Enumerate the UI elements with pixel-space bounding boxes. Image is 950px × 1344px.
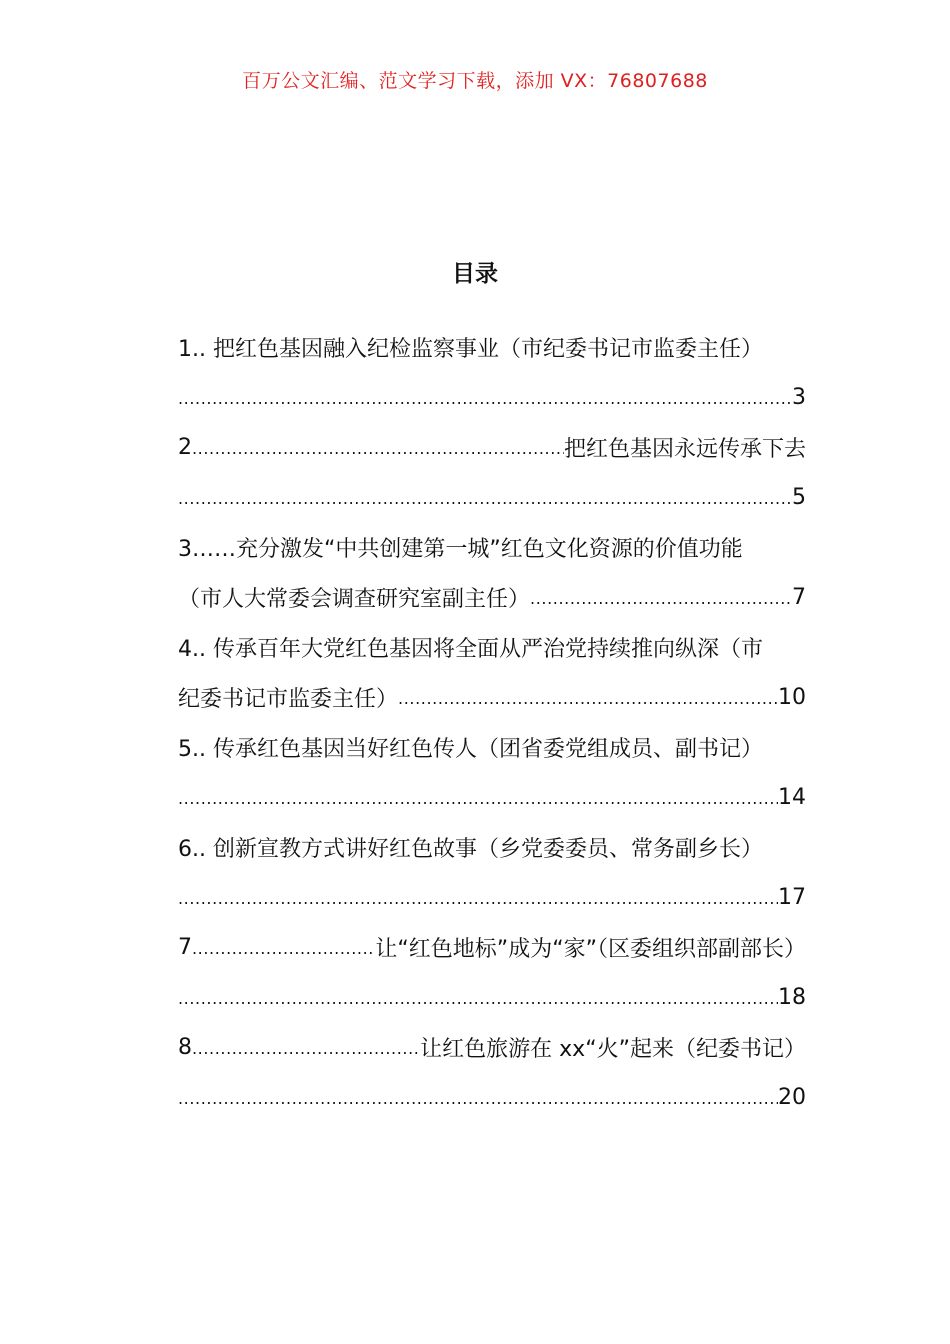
toc-entry-6-title[interactable]: 6.. 创新宣教方式讲好红色故事（乡党委委员、常务副乡长） (178, 836, 763, 862)
toc-entry-2-title[interactable]: 2 ..... 把红色基因永远传承下去 (178, 422, 806, 472)
toc-entry-5-title[interactable]: 5.. 传承红色基因当好红色传人（团省委党组成员、副书记） (178, 736, 763, 762)
watermark-header: 百万公文汇编、范文学习下载，添加 VX：76807688 (242, 70, 708, 92)
toc-entry-4-title[interactable]: 4.. 传承百年大党红色基因将全面从严治党持续推向纵深（市 (178, 636, 763, 662)
toc-entry-1-leader[interactable] (178, 372, 806, 422)
toc-entry-8-number: 8 (178, 1034, 192, 1060)
toc-entry-3-page: 7 (792, 584, 806, 610)
toc-entry-5-page: 14 (778, 784, 806, 810)
toc-entry-8-leader[interactable] (178, 1072, 806, 1122)
toc-entry-2-leader[interactable] (178, 472, 806, 522)
table-of-contents (178, 322, 806, 1122)
toc-entry-7-leader[interactable] (178, 972, 806, 1022)
toc-entry-3-title[interactable]: 3……充分激发“中共创建第一城”红色文化资源的价值功能 (178, 536, 743, 562)
toc-entry-4-page: 10 (778, 684, 806, 710)
toc-entry-7-page: 18 (778, 984, 806, 1010)
toc-entry-2-number: 2 (178, 434, 192, 460)
toc-entry-2-page: 5 (792, 484, 806, 510)
toc-entry-3-leader[interactable]: （市人大常委会调查研究室副主任） ..... 7 (178, 572, 806, 622)
toc-entry-6-leader[interactable] (178, 872, 806, 922)
toc-entry-7-title[interactable]: 7 ..... 让“红色地标”成为“家”（区委组织部副部长） (178, 922, 806, 972)
toc-entry-1-title[interactable]: 1.. 把红色基因融入纪检监察事业（市纪委书记市监委主任） (178, 336, 763, 362)
toc-entry-1-page: 3 (792, 384, 806, 410)
toc-entry-6-page: 17 (778, 884, 806, 910)
toc-entry-4-leader[interactable]: 纪委书记市监委主任） ..... 10 (178, 672, 806, 722)
page-title: 目录 (452, 261, 498, 287)
toc-entry-7-number: 7 (178, 934, 192, 960)
toc-entry-8-title[interactable]: 8 ..... 让红色旅游在 xx“火”起来（纪委书记） (178, 1022, 806, 1072)
toc-entry-5-leader[interactable] (178, 772, 806, 822)
toc-entry-8-page: 20 (778, 1084, 806, 1110)
